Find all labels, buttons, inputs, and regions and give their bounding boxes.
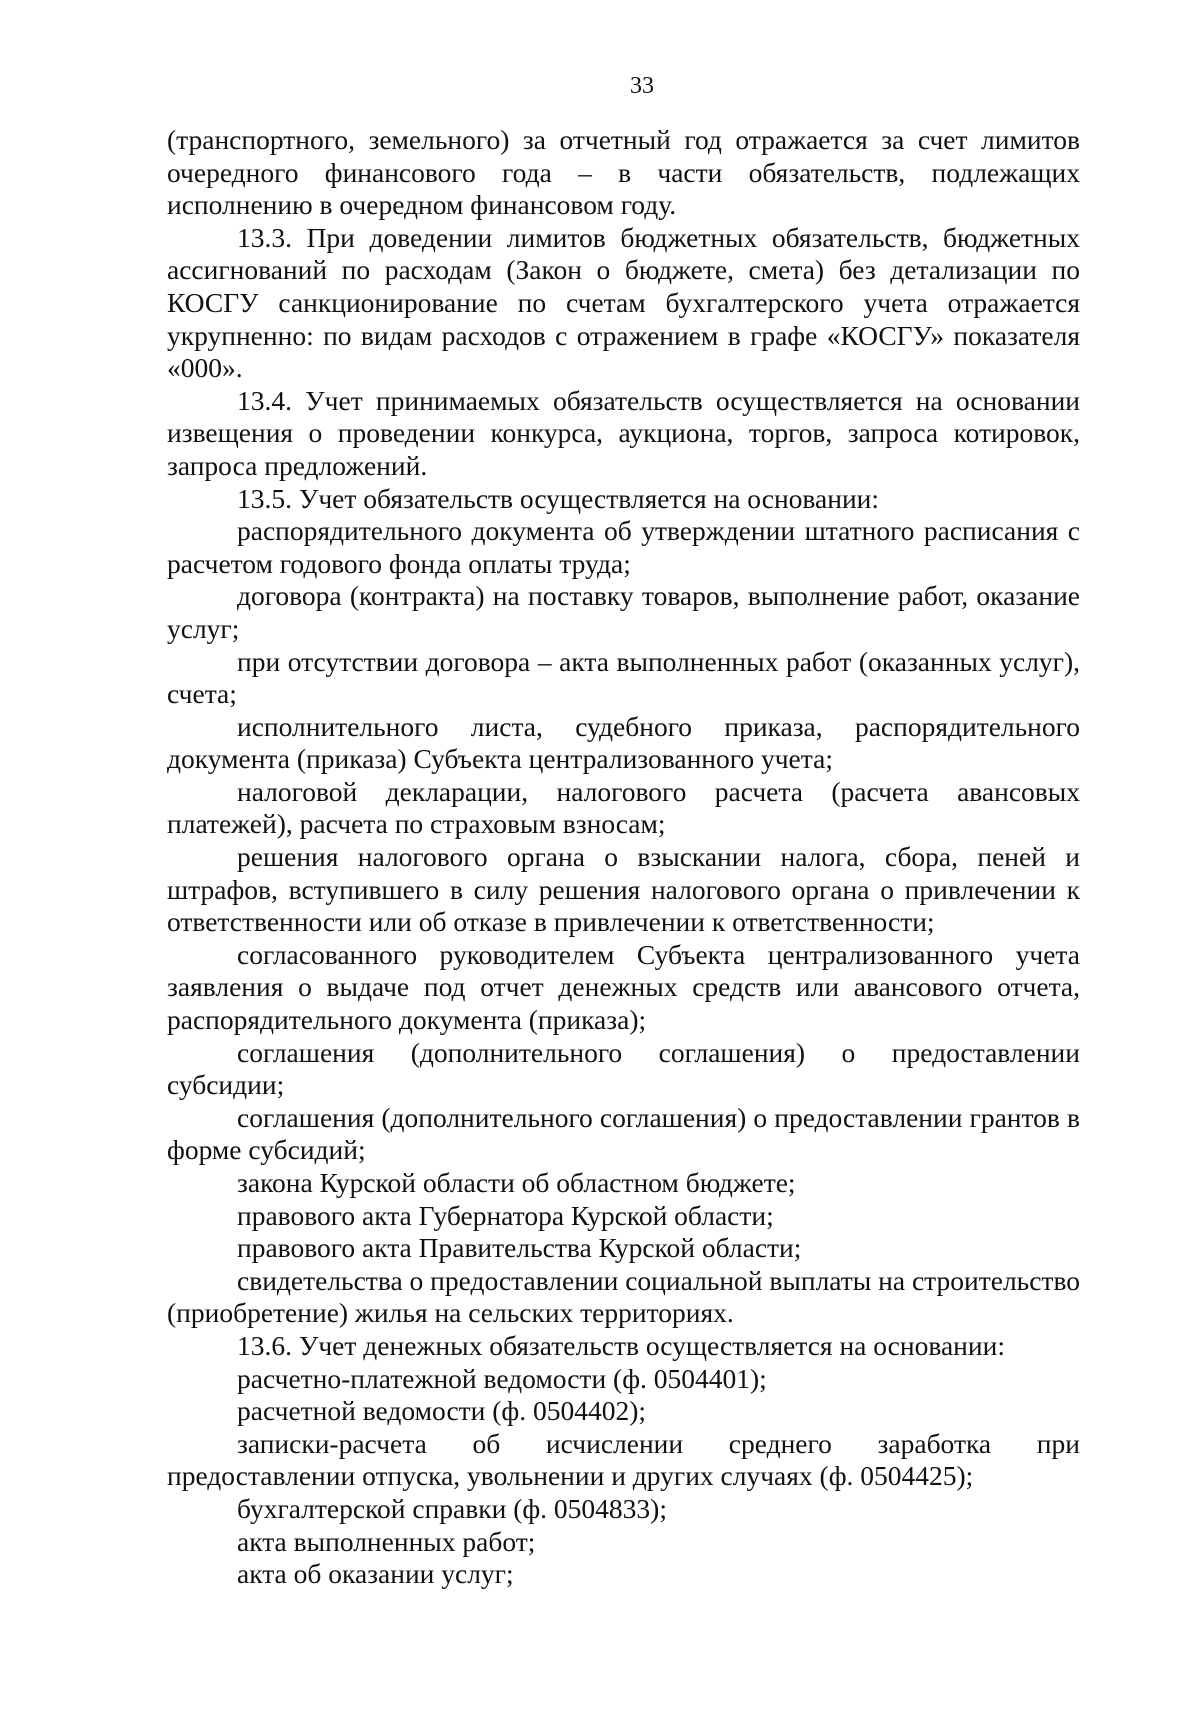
list-item: согласованного руководителем Субъекта централизованного учета заявления о выдаче под отчет денежных средств или авансового отчета, распорядительного документа (приказа);: [167, 938, 1080, 1036]
document-body: [167, 124, 1080, 1591]
paragraph-13-5: 13.5. Учет обязательств осуществляется на основании:: [237, 482, 880, 514]
list-item: расчетной ведомости (ф. 0504402);: [237, 1395, 647, 1427]
paragraph-continuation: (транспортного, земельного) за отчетный год отражается за счет лимитов очередного финансового года – в части обязательств, подлежащих исполнению в очередном финансовом году.: [167, 124, 1080, 221]
list-item: распорядительного документа об утверждении штатного расписания с расчетом годового фонда оплаты труда;: [167, 515, 1080, 579]
list-item: расчетно-платежной ведомости (ф. 0504401);: [237, 1362, 767, 1394]
list-item: налоговой декларации, налогового расчета (расчета авансовых платежей), расчета по страховым взносам;: [167, 775, 1080, 840]
paragraph-13-3: 13.3. При доведении лимитов бюджетных обязательств, бюджетных ассигнований по расходам (Закон о бюджете, смета) без детализации по КОСГУ санкционирование по счетам бухгалтерского учета отражается укрупненно: по видам расходов с отражением в графе «КОСГУ» показателя «000».: [167, 221, 1080, 384]
list-item: соглашения (дополнительного соглашения) о предоставлении грантов в форме субсидий;: [167, 1101, 1080, 1166]
list-item: правового акта Губернатора Курской области;: [237, 1199, 774, 1231]
list-item: правового акта Правительства Курской области;: [237, 1232, 802, 1264]
list-item: решения налогового органа о взыскании налога, сбора, пеней и штрафов, вступившего в силу решения налогового органа о привлечении к ответственности или об отказе в привлечении к ответственности;: [167, 841, 1080, 938]
paragraph-13-4: 13.4. Учет принимаемых обязательств осуществляется на основании извещения о проведении конкурса, аукциона, торгов, запроса котировок, запроса предложений.: [167, 384, 1080, 481]
list-item: договора (контракта) на поставку товаров, выполнение работ, оказание услуг;: [167, 580, 1080, 644]
list-item: исполнительного листа, судебного приказа, распорядительного документа (приказа) Субъекта централизованного учета;: [167, 710, 1080, 775]
list-item: записки-расчета об исчислении среднего заработка при предоставлении отпуска, увольнении и других случаях (ф. 0504425);: [167, 1427, 1080, 1492]
list-item: закона Курской области об областном бюджете;: [237, 1167, 796, 1198]
list-item: свидетельства о предоставлении социальной выплаты на строительство (приобретение) жилья на сельских территориях.: [167, 1264, 1080, 1329]
list-item: акта выполненных работ;: [237, 1525, 536, 1557]
list-item: бухгалтерской справки (ф. 0504833);: [237, 1492, 667, 1524]
paragraph-13-6: 13.6. Учет денежных обязательств осуществляется на основании:: [237, 1329, 1005, 1361]
list-item: акта об оказании услуг;: [237, 1558, 514, 1590]
list-item: при отсутствии договора – акта выполненных работ (оказанных услуг), счета;: [167, 645, 1080, 710]
list-item: соглашения (дополнительного соглашения) о предоставлении субсидии;: [167, 1036, 1080, 1101]
page-number: 33: [630, 73, 654, 99]
